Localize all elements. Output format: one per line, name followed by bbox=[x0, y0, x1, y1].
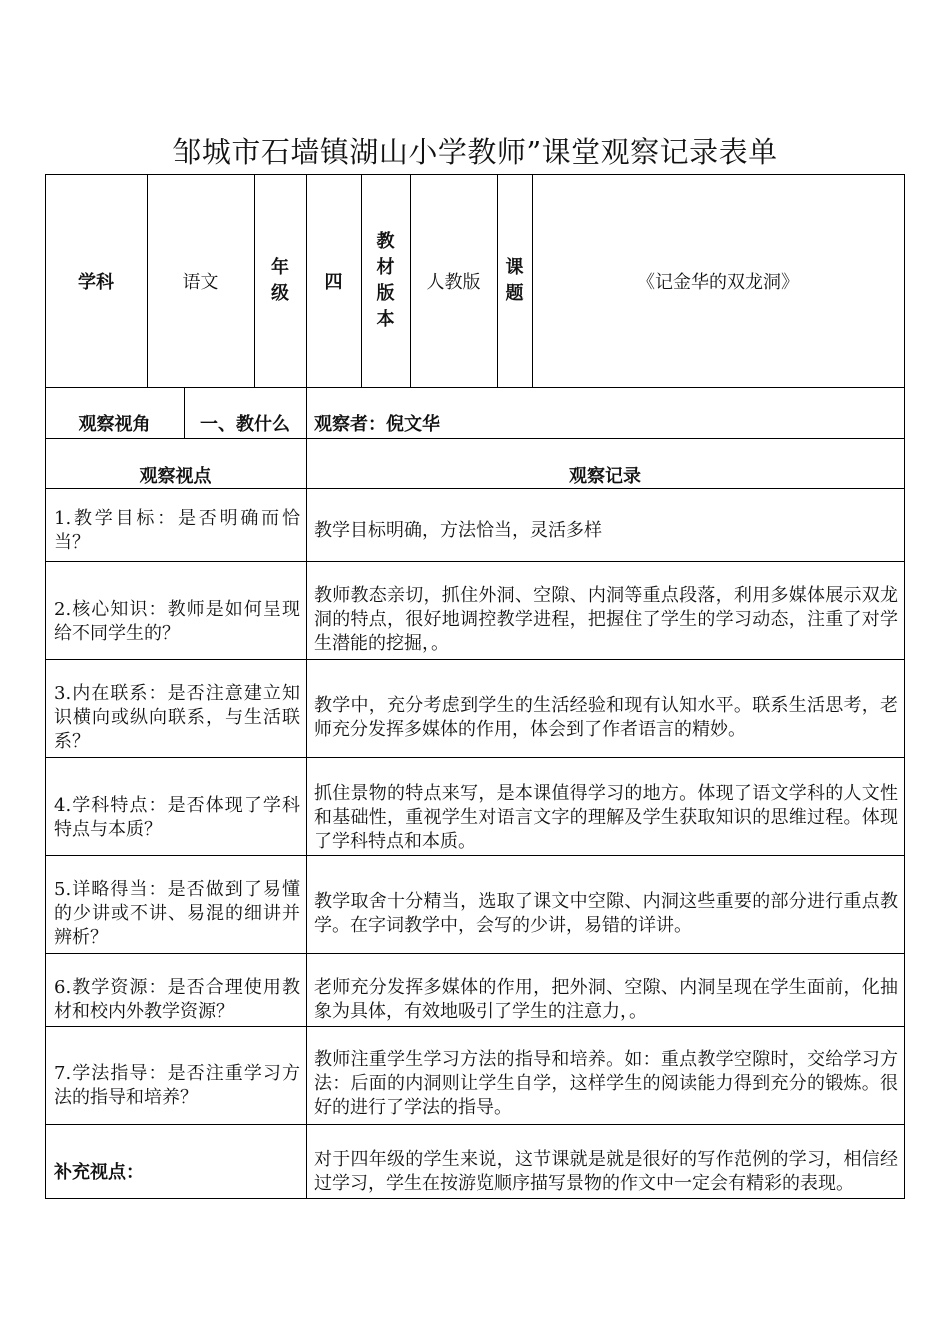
grade-label-line1: 年 bbox=[271, 256, 289, 278]
page-title: 邹城市石墙镇湖山小学教师”课堂观察记录表单 bbox=[172, 135, 778, 169]
record-4: 抓住景物的特点来写，是本课值得学习的地方。体现了语文学科的人文性和基础性，重视学生对语言文字的理解及学生获取知识的思维过程。体现了学科特点和本质。 bbox=[314, 783, 898, 852]
point-3: 3.内在联系：是否注意建立知识横向或纵向联系，与生活联系？ bbox=[54, 683, 300, 752]
subject-label: 学科 bbox=[78, 271, 114, 293]
point-supplement: 补充视点： bbox=[54, 1162, 144, 1183]
edition-label-char: 教 bbox=[376, 230, 395, 252]
point-7: 7.学法指导：是否注重学习方法的指导和培养？ bbox=[54, 1063, 300, 1108]
column-header-points: 观察视点 bbox=[139, 466, 212, 487]
observer: 观察者：倪文华 bbox=[314, 414, 440, 435]
topic-label-line1: 课 bbox=[505, 256, 524, 278]
record-6: 老师充分发挥多媒体的作用，把外洞、空隙、内洞呈现在学生面前，化抽象为具体，有效地吸引了学生的注意力，。 bbox=[314, 977, 898, 1022]
edition-label-char: 本 bbox=[376, 308, 395, 330]
grade-label bbox=[254, 174, 306, 387]
point-1: 1.教学目标：是否明确而恰当？ bbox=[54, 508, 300, 553]
record-2: 教师教态亲切，抓住外洞、空隙、内洞等重点段落，利用多媒体展示双龙洞的特点，很好地调控教学进程，把握住了学生的学习动态，注重了对学生潜能的挖掘，。 bbox=[314, 585, 898, 654]
column-header-records: 观察记录 bbox=[569, 466, 641, 487]
grade-label-line2: 级 bbox=[271, 282, 289, 304]
edition-value: 人教版 bbox=[426, 271, 481, 293]
point-6: 6.教学资源：是否合理使用教材和校内外教学资源？ bbox=[54, 977, 300, 1022]
topic-value: 《记金华的双龙洞》 bbox=[637, 271, 799, 293]
grade-value: 四 bbox=[324, 271, 343, 293]
record-7: 教师注重学生学习方法的指导和培养。如：重点教学空隙时，交给学习方法：后面的内洞则让学生自学，这样学生的阅读能力得到充分的锻炼。很好的进行了学法的指导。 bbox=[314, 1049, 898, 1118]
point-2: 2.核心知识：教师是如何呈现给不同学生的？ bbox=[54, 599, 300, 644]
topic-label-line2: 题 bbox=[505, 282, 524, 304]
record-5: 教学取舍十分精当，选取了课文中空隙、内洞这些重要的部分进行重点教学。在字词教学中，会写的少讲，易错的详讲。 bbox=[314, 891, 898, 936]
record-1: 教学目标明确，方法恰当，灵活多样 bbox=[314, 520, 602, 541]
point-4: 4.学科特点：是否体现了学科特点与本质？ bbox=[54, 795, 300, 840]
subject-value: 语文 bbox=[182, 271, 219, 293]
edition-label bbox=[361, 174, 410, 387]
record-3: 教学中，充分考虑到学生的生活经验和现有认知水平。联系生活思考，老师充分发挥多媒体的作用，体会到了作者语言的精妙。 bbox=[314, 695, 898, 740]
record-supplement: 对于四年级的学生来说，这节课就是就是很好的写作范例的学习，相信经过学习，学生在按游览顺序描写景物的作文中一定会有精彩的表现。 bbox=[314, 1149, 898, 1194]
perspective-label: 观察视角 bbox=[78, 414, 151, 435]
topic-label bbox=[497, 174, 532, 387]
perspective-value: 一、教什么 bbox=[200, 414, 290, 435]
point-5: 5.详略得当：是否做到了易懂的少讲或不讲、易混的细讲并辨析？ bbox=[54, 879, 300, 948]
edition-label-char: 版 bbox=[376, 282, 395, 304]
edition-label-char: 材 bbox=[376, 256, 395, 278]
